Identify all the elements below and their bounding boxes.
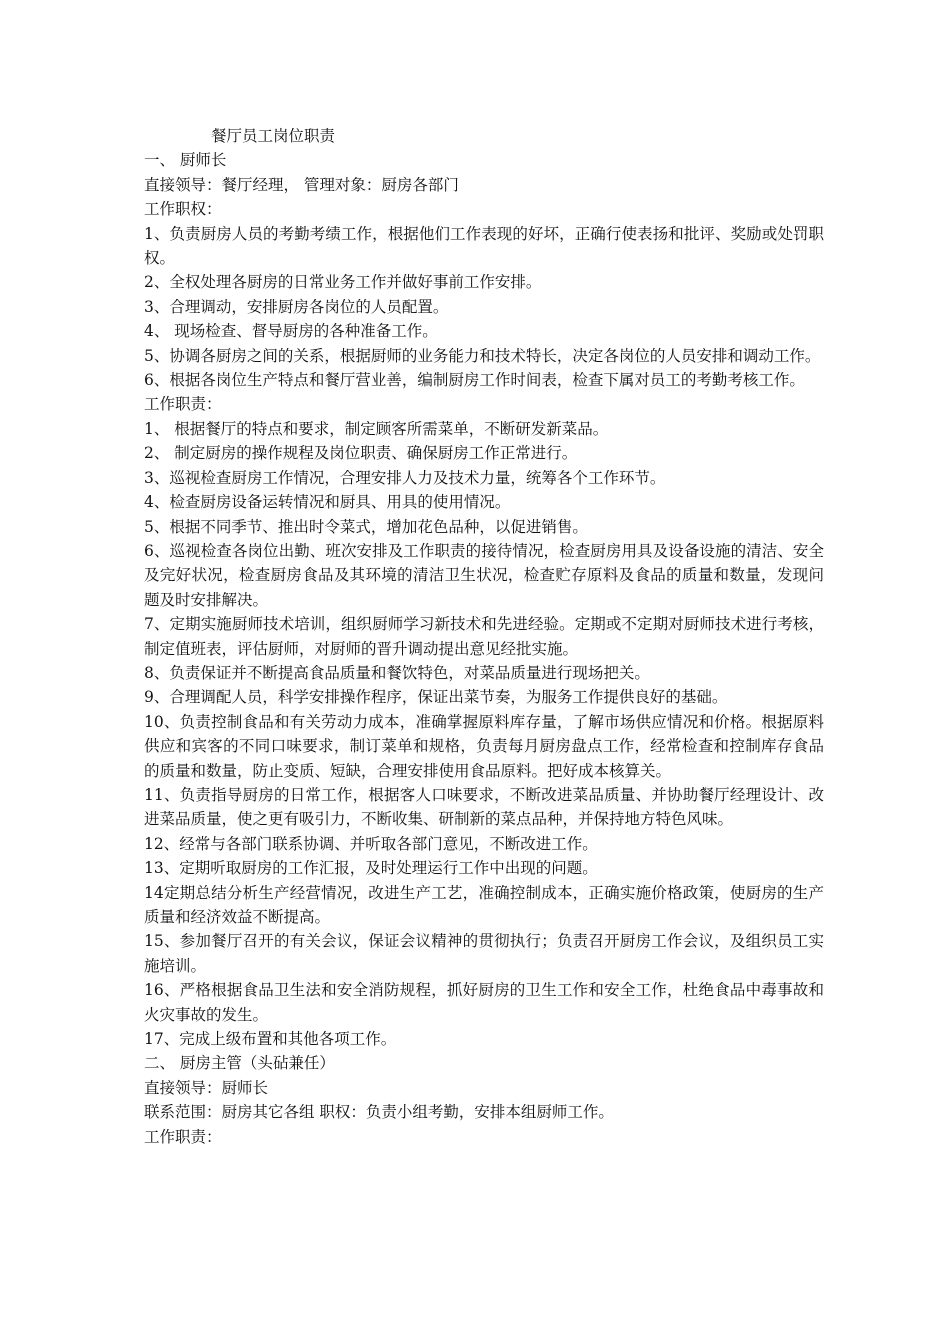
paragraph: 3、合理调动，安排厨房各岗位的人员配置。 [144, 297, 449, 316]
paragraph: 4、 现场检查、督导厨房的各种准备工作。 [144, 322, 438, 341]
reporting-line: 直接领导：餐厅经理， 管理对象：厨房各部门 [144, 175, 459, 194]
paragraph: 17、完成上级布置和其他各项工作。 [144, 1030, 397, 1049]
paragraph: 13、定期听取厨房的工作汇报，及时处理运行工作中出现的问题。 [144, 859, 598, 878]
subheading-duties: 工作职责： [144, 395, 222, 414]
paragraph: 5、根据不同季节、推出时令菜式，增加花色品种，以促进销售。 [144, 517, 588, 536]
paragraph: 5、协调各厨房之间的关系，根据厨师的业务能力和技术特长，决定各岗位的人员安排和调动工作。 [144, 346, 821, 365]
contact-scope-line: 联系范围：厨房其它各组 职权：负责小组考勤，安排本组厨师工作。 [144, 1103, 614, 1122]
paragraph: 4、检查厨房设备运转情况和厨具、用具的使用情况。 [144, 493, 511, 512]
paragraph: 3、巡视检查厨房工作情况，合理安排人力及技术力量，统筹各个工作环节。 [144, 468, 666, 487]
paragraph: 9、合理调配人员，科学安排操作程序，保证出菜节奏，为服务工作提供良好的基础。 [144, 688, 728, 707]
paragraph: 16、严格根据食品卫生法和安全消防规程，抓好厨房的卫生工作和安全工作，杜绝食品中毒事故和火灾事故的发生。 [144, 981, 824, 1024]
paragraph: 6、根据各岗位生产特点和餐厅营业善，编制厨房工作时间表，检查下属对员工的考勤考核工作。 [144, 371, 805, 390]
paragraph: 1、 根据餐厅的特点和要求，制定顾客所需菜单，不断研发新菜品。 [144, 419, 609, 438]
paragraph: 11、负责指导厨房的日常工作，根据客人口味要求，不断改进菜品质量、并协助餐厅经理设计、改进菜品质量，使之更有吸引力，不断收集、研制新的菜点品种，并保持地方特色风味。 [144, 785, 824, 829]
paragraph: 12、经常与各部门联系协调、并听取各部门意见，不断改进工作。 [144, 834, 598, 853]
paragraph: 1、负责厨房人员的考勤考绩工作，根据他们工作表现的好坏，正确行使表扬和批评、奖励或处罚职权。 [144, 224, 824, 268]
paragraph: 6、巡视检查各岗位出勤、班次安排及工作职责的接待情况，检查厨房用具及设备设施的清洁、安全及完好状况，检查厨房食品及其环境的清洁卫生状况，检查贮存原料及食品的质量和数量，发现问题及时安排解决。 [144, 541, 824, 609]
subheading-duties: 工作职责： [144, 1127, 222, 1146]
document-title: 餐厅员工岗位职责 [211, 127, 336, 145]
subheading-authority: 工作职权： [144, 200, 222, 219]
paragraph: 15、参加餐厅召开的有关会议，保证会议精神的贯彻执行；负责召开厨房工作会议，及组织员工实施培训。 [144, 932, 824, 975]
paragraph: 8、负责保证并不断提高食品质量和餐饮特色，对菜品质量进行现场把关。 [144, 663, 650, 682]
paragraph: 2、全权处理各厨房的日常业务工作并做好事前工作安排。 [144, 273, 542, 292]
paragraph: 10、负责控制食品和有关劳动力成本，准确掌握原料库存量，了解市场供应情况和价格。根据原料供应和宾客的不同口味要求，制订菜单和规格，负责每月厨房盘点工作，经常检查和控制库存食品的质量和数量，防止变质、短缺，合理安排使用食品原料。把好成本核算关。 [144, 712, 824, 780]
paragraph: 14定期总结分析生产经营情况，改进生产工艺，准确控制成本，正确实施价格政策，使厨房的生产质量和经济效益不断提高。 [144, 883, 824, 926]
paragraph: 7、定期实施厨师技术培训，组织厨师学习新技术和先进经验。定期或不定期对厨师技术进行考核，制定值班表，评估厨师，对厨师的晋升调动提出意见经批实施。 [144, 615, 824, 658]
paragraph: 2、 制定厨房的操作规程及岗位职责、确保厨房工作正常进行。 [144, 444, 578, 463]
section-heading-chef: 一、 厨师长 [144, 151, 227, 170]
document-body [144, 124, 824, 1149]
section-heading-kitchen-supervisor: 二、 厨房主管（头砧兼任） [144, 1054, 335, 1073]
reporting-line: 直接领导：厨师长 [144, 1078, 269, 1097]
